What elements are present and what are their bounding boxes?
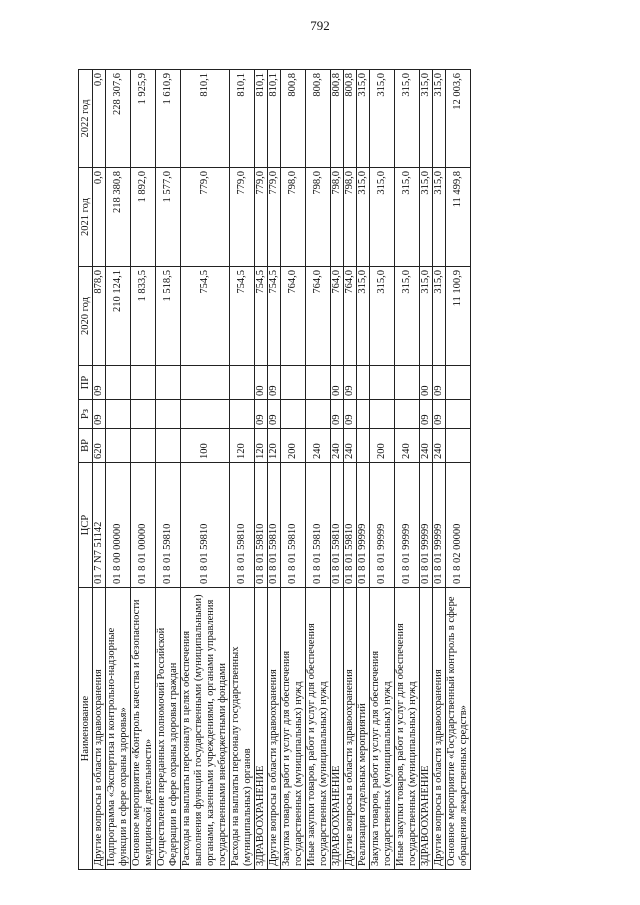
row-2021: 779,0 <box>268 168 281 267</box>
row-2020: 1 833,5 <box>131 267 156 366</box>
row-pr <box>446 366 471 400</box>
row-pr <box>357 366 370 400</box>
row-rz <box>131 400 156 429</box>
table-row <box>357 70 370 870</box>
row-2021: 798,0 <box>281 168 306 267</box>
row-vr: 120 <box>268 429 281 463</box>
row-2022: 810,1 <box>255 70 268 168</box>
row-2020: 764,0 <box>344 267 357 366</box>
row-2020: 315,0 <box>420 267 433 366</box>
row-2020: 210 124,1 <box>106 267 131 366</box>
row-pr: 00 <box>420 366 433 400</box>
row-pr <box>306 366 331 400</box>
row-csr: 01 7 N7 51142 <box>93 463 106 588</box>
row-vr: 620 <box>93 429 106 463</box>
row-csr: 01 8 02 00000 <box>446 463 471 588</box>
row-2021: 315,0 <box>357 168 370 267</box>
row-name: Другие вопросы в области здравоохранения <box>433 588 446 870</box>
row-rz <box>306 400 331 429</box>
page-number: 792 <box>310 18 330 33</box>
row-2022: 800,8 <box>306 70 331 168</box>
row-vr <box>357 429 370 463</box>
table-header-row <box>79 70 93 870</box>
table-body <box>93 70 471 870</box>
row-2020: 754,5 <box>268 267 281 366</box>
row-pr: 09 <box>93 366 106 400</box>
row-2022: 0,0 <box>93 70 106 168</box>
row-2020: 1 518,5 <box>156 267 181 366</box>
row-csr: 01 8 00 00000 <box>106 463 131 588</box>
table-row <box>230 70 255 870</box>
row-2021: 798,0 <box>344 168 357 267</box>
row-rz <box>446 400 471 429</box>
row-vr: 240 <box>433 429 446 463</box>
row-2022: 810,1 <box>268 70 281 168</box>
row-2020: 754,5 <box>181 267 230 366</box>
header-rz: Рз <box>79 400 93 429</box>
row-vr: 240 <box>344 429 357 463</box>
table-row <box>93 70 106 870</box>
row-name: Другие вопросы в области здравоохранения <box>93 588 106 870</box>
row-pr <box>370 366 395 400</box>
row-2020: 11 100,9 <box>446 267 471 366</box>
row-name: Осуществление переданных полномочий Российской Федерации в сфере охраны здоровья граждан <box>156 588 181 870</box>
row-2022: 800,8 <box>344 70 357 168</box>
row-2021: 11 499,8 <box>446 168 471 267</box>
row-2022: 810,1 <box>230 70 255 168</box>
row-2020: 764,0 <box>331 267 344 366</box>
row-2022: 12 003,6 <box>446 70 471 168</box>
row-name: ЗДРАВООХРАНЕНИЕ <box>331 588 344 870</box>
row-csr: 01 8 01 59810 <box>306 463 331 588</box>
row-pr <box>395 366 420 400</box>
row-2020: 315,0 <box>433 267 446 366</box>
row-2022: 315,0 <box>357 70 370 168</box>
row-vr: 100 <box>181 429 230 463</box>
row-2021: 218 380,8 <box>106 168 131 267</box>
row-pr: 00 <box>255 366 268 400</box>
row-csr: 01 8 01 59810 <box>281 463 306 588</box>
row-2021: 315,0 <box>395 168 420 267</box>
row-2022: 810,1 <box>181 70 230 168</box>
row-2021: 315,0 <box>433 168 446 267</box>
row-2021: 315,0 <box>370 168 395 267</box>
row-csr: 01 8 01 59810 <box>344 463 357 588</box>
row-vr: 240 <box>306 429 331 463</box>
row-vr: 200 <box>370 429 395 463</box>
row-rz: 09 <box>344 400 357 429</box>
header-name: Наименование <box>79 588 93 870</box>
row-rz: 09 <box>93 400 106 429</box>
row-2020: 754,5 <box>230 267 255 366</box>
row-name: Иные закупки товаров, работ и услуг для обеспечения государственных (муниципальных) нужд <box>306 588 331 870</box>
row-vr: 120 <box>230 429 255 463</box>
row-vr: 200 <box>281 429 306 463</box>
row-rz: 09 <box>433 400 446 429</box>
row-rz: 09 <box>255 400 268 429</box>
row-2021: 779,0 <box>181 168 230 267</box>
row-vr: 120 <box>255 429 268 463</box>
row-csr: 01 8 01 59810 <box>331 463 344 588</box>
table-row <box>306 70 331 870</box>
row-csr: 01 8 01 59810 <box>255 463 268 588</box>
header-pr: ПР <box>79 366 93 400</box>
row-pr <box>181 366 230 400</box>
row-2021: 1 892,0 <box>131 168 156 267</box>
table-row <box>395 70 420 870</box>
row-2022: 228 307,6 <box>106 70 131 168</box>
row-name: Другие вопросы в области здравоохранения <box>344 588 357 870</box>
row-pr <box>106 366 131 400</box>
row-rz <box>106 400 131 429</box>
row-2020: 315,0 <box>357 267 370 366</box>
row-rz: 09 <box>331 400 344 429</box>
header-2022: 2022 год <box>79 70 93 168</box>
row-csr: 01 8 01 00000 <box>131 463 156 588</box>
row-name: Закупка товаров, работ и услуг для обеспечения государственных (муниципальных) нужд <box>281 588 306 870</box>
table-row <box>181 70 230 870</box>
row-2022: 1 925,9 <box>131 70 156 168</box>
table-row <box>344 70 357 870</box>
row-2021: 315,0 <box>420 168 433 267</box>
row-2022: 315,0 <box>370 70 395 168</box>
row-rz <box>395 400 420 429</box>
row-name: Расходы на выплаты персоналу государственных (муниципальных) органов <box>230 588 255 870</box>
budget-table <box>78 69 471 870</box>
row-vr: 240 <box>420 429 433 463</box>
row-rz <box>281 400 306 429</box>
row-pr <box>131 366 156 400</box>
row-vr: 240 <box>331 429 344 463</box>
row-2020: 754,5 <box>255 267 268 366</box>
row-rz <box>370 400 395 429</box>
header-csr: ЦСР <box>79 463 93 588</box>
row-name: Расходы на выплаты персоналу в целях обеспечения выполнения функций государственными (муниципальными) органами, казенными учреждениями, органами управления государственными внебюджетными фондами <box>181 588 230 870</box>
row-2021: 798,0 <box>331 168 344 267</box>
row-csr: 01 8 01 99999 <box>433 463 446 588</box>
row-csr: 01 8 01 99999 <box>420 463 433 588</box>
row-name: ЗДРАВООХРАНЕНИЕ <box>420 588 433 870</box>
row-pr: 00 <box>331 366 344 400</box>
row-pr <box>281 366 306 400</box>
row-vr: 240 <box>395 429 420 463</box>
row-2022: 800,8 <box>331 70 344 168</box>
row-csr: 01 8 01 59810 <box>230 463 255 588</box>
table-row <box>255 70 268 870</box>
table-row <box>420 70 433 870</box>
table-row <box>106 70 131 870</box>
row-vr <box>131 429 156 463</box>
row-2021: 779,0 <box>230 168 255 267</box>
rotated-table-container <box>78 70 594 870</box>
row-csr: 01 8 01 59810 <box>181 463 230 588</box>
row-pr <box>156 366 181 400</box>
row-2021: 1 577,0 <box>156 168 181 267</box>
row-2021: 798,0 <box>306 168 331 267</box>
row-pr: 09 <box>268 366 281 400</box>
row-2022: 1 610,9 <box>156 70 181 168</box>
row-csr: 01 8 01 59810 <box>268 463 281 588</box>
row-name: Закупка товаров, работ и услуг для обеспечения государственных (муниципальных) нужд <box>370 588 395 870</box>
row-name: Подпрограмма «Экспертиза и контрольно-надзорные функции в сфере охраны здоровья» <box>106 588 131 870</box>
row-name: Реализация отдельных мероприятий <box>357 588 370 870</box>
row-name: Основное мероприятие «Контроль качества и безопасности медицинской деятельности» <box>131 588 156 870</box>
row-2022: 800,8 <box>281 70 306 168</box>
row-name: Основное мероприятие «Государственный контроль в сфере обращения лекарственных средств» <box>446 588 471 870</box>
row-2020: 315,0 <box>370 267 395 366</box>
row-rz <box>156 400 181 429</box>
row-2020: 878,0 <box>93 267 106 366</box>
row-vr <box>106 429 131 463</box>
row-rz: 09 <box>268 400 281 429</box>
table-row <box>370 70 395 870</box>
row-name: ЗДРАВООХРАНЕНИЕ <box>255 588 268 870</box>
header-2021: 2021 год <box>79 168 93 267</box>
row-rz <box>230 400 255 429</box>
row-rz: 09 <box>420 400 433 429</box>
table-row <box>281 70 306 870</box>
row-csr: 01 8 01 99999 <box>370 463 395 588</box>
row-2020: 764,0 <box>306 267 331 366</box>
row-2021: 0,0 <box>93 168 106 267</box>
header-2020: 2020 год <box>79 267 93 366</box>
row-2020: 315,0 <box>395 267 420 366</box>
row-pr: 09 <box>344 366 357 400</box>
row-pr: 09 <box>433 366 446 400</box>
row-csr: 01 8 01 59810 <box>156 463 181 588</box>
table-row <box>156 70 181 870</box>
row-csr: 01 8 01 99999 <box>357 463 370 588</box>
row-2022: 315,0 <box>420 70 433 168</box>
row-name: Иные закупки товаров, работ и услуг для обеспечения государственных (муниципальных) нужд <box>395 588 420 870</box>
header-vr: ВР <box>79 429 93 463</box>
table-row <box>268 70 281 870</box>
row-2022: 315,0 <box>433 70 446 168</box>
row-2021: 779,0 <box>255 168 268 267</box>
row-2020: 764,0 <box>281 267 306 366</box>
row-rz <box>357 400 370 429</box>
table-row <box>131 70 156 870</box>
row-vr <box>446 429 471 463</box>
row-csr: 01 8 01 99999 <box>395 463 420 588</box>
row-name: Другие вопросы в области здравоохранения <box>268 588 281 870</box>
row-pr <box>230 366 255 400</box>
table-row <box>446 70 471 870</box>
table-row <box>331 70 344 870</box>
row-rz <box>181 400 230 429</box>
row-vr <box>156 429 181 463</box>
table-row <box>433 70 446 870</box>
row-2022: 315,0 <box>395 70 420 168</box>
